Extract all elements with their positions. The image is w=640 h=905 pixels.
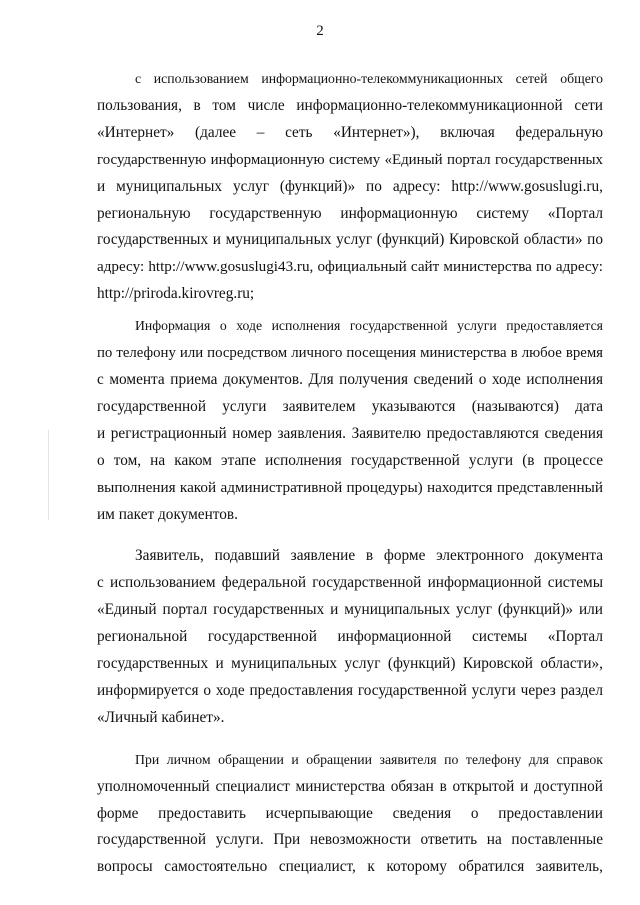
text-line: уполномоченный специалист министерства обязан в открытой и доступной [97, 777, 603, 795]
text-line: адресу: http://www.gosuslugi43.ru, официальный сайт министерства по адресу: [97, 259, 603, 276]
text-line: региональной государственной информационной системы «Портал [97, 628, 603, 646]
text-line: о том, на каком этапе исполнения государственной услуги (в процессе [97, 451, 603, 469]
scan-edge-mark [48, 430, 49, 520]
text-line: с момента приема документов. Для получения сведений о ходе исполнения [97, 370, 603, 388]
text-line: вопросы самостоятельно специалист, к которому обратился заявитель, [97, 858, 603, 876]
text-line: государственных и муниципальных услуг (функций) Кировской области» по [97, 231, 603, 249]
document-body [97, 66, 603, 881]
text-line: информируется о ходе предоставления государственной услуги через раздел [97, 681, 603, 699]
paragraph-electronic-application [97, 543, 603, 731]
text-line: «Личный кабинет». [97, 708, 225, 726]
page-number: 2 [316, 23, 324, 39]
paragraph-contact-channels [97, 66, 603, 308]
text-line: государственную информационную систему «Единый портал государственных [97, 151, 603, 168]
text-line: Информация о ходе исполнения государственной услуги предоставляется [135, 318, 603, 334]
text-line: http://priroda.kirovreg.ru; [97, 285, 255, 303]
text-line: государственной услуги. При невозможности ответить на поставленные [97, 831, 603, 849]
text-line: форме предоставить исчерпывающие сведения о предоставлении [97, 804, 603, 822]
text-line: и муниципальных услуг (функций)» по адресу: http://www.gosuslugi.ru, [97, 177, 603, 195]
text-line: «Единый портал государственных и муниципальных услуг (функций)» или [97, 601, 603, 619]
text-line: с использованием федеральной государственной информационной системы [97, 574, 603, 592]
text-line: При личном обращении и обращении заявителя по телефону для справок [135, 751, 603, 767]
text-line: государственной услуги заявителем указываются (называются) дата [97, 397, 603, 415]
text-line: и регистрационный номер заявления. Заявителю предоставляются сведения [97, 424, 603, 442]
text-line: пользования, в том числе информационно-телекоммуникационной сети [97, 96, 603, 114]
text-line: по телефону или посредством личного посещения министерства в любое время [97, 345, 603, 362]
paragraph-personal-appeal [97, 747, 603, 882]
paragraph-progress-information [97, 313, 603, 528]
text-line: государственных и муниципальных услуг (функций) Кировской области», [97, 655, 603, 673]
text-line: выполнения какой административной процедуры) находится представленный [97, 478, 603, 496]
text-line: с использованием информационно-телекоммуникационных сетей общего [135, 71, 603, 86]
text-line: «Интернет» (далее – сеть «Интернет»), включая федеральную [97, 123, 603, 141]
text-line: региональную государственную информационную систему «Портал [97, 204, 603, 222]
text-line: им пакет документов. [97, 505, 238, 523]
text-line: Заявитель, подавший заявление в форме электронного документа [135, 547, 603, 565]
